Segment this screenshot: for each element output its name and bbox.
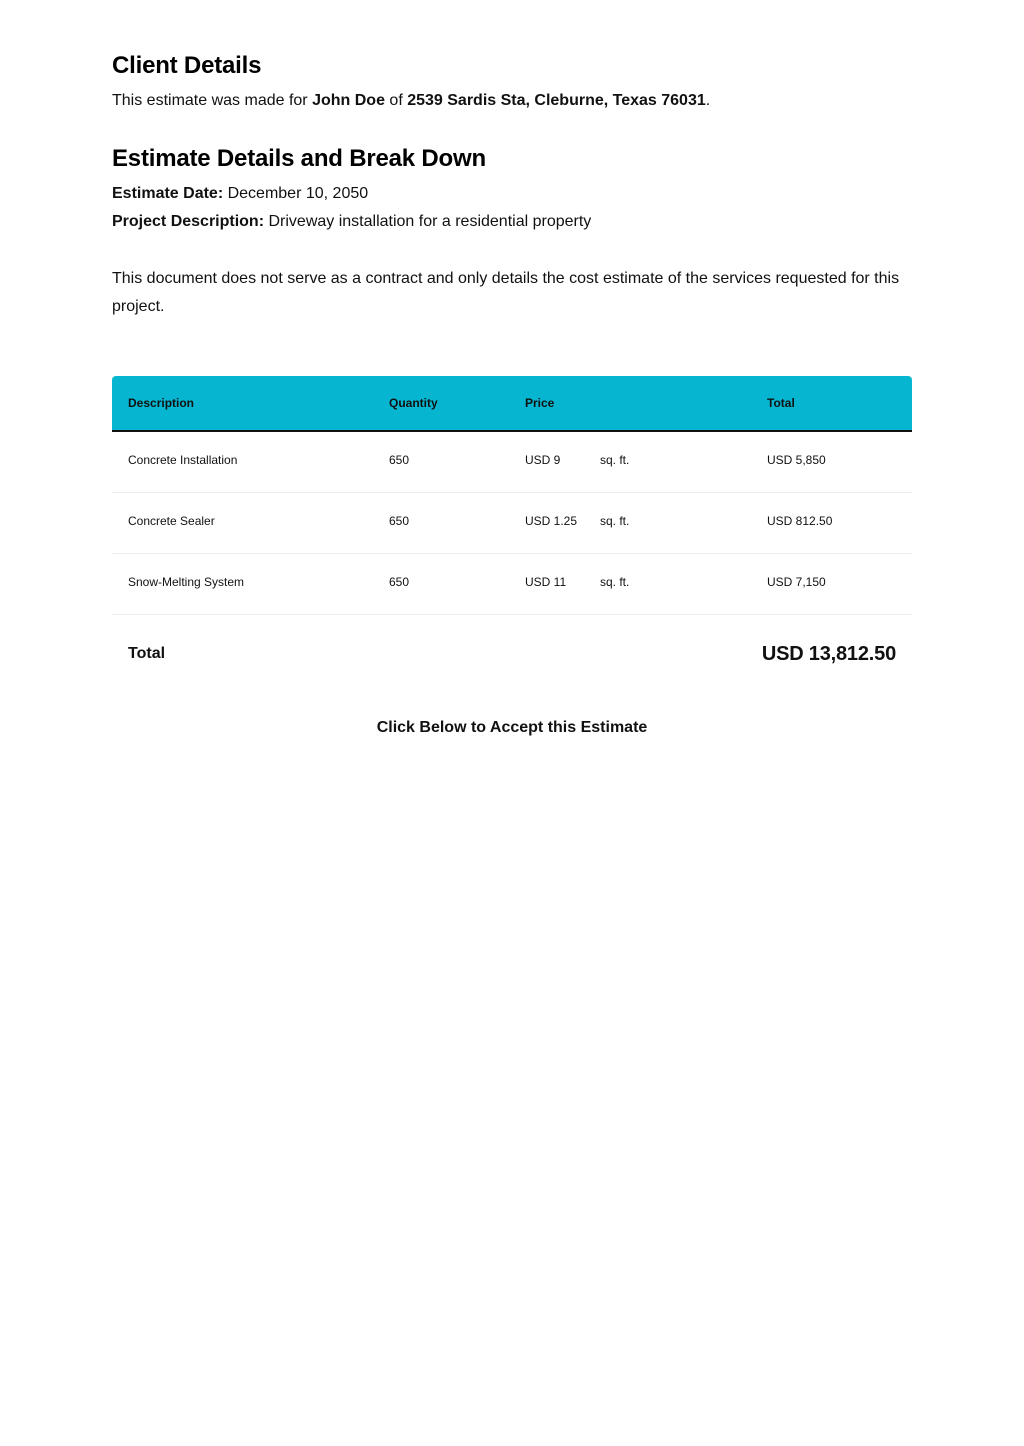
row-quantity: 650 bbox=[389, 514, 410, 528]
grand-total-label: Total bbox=[128, 645, 166, 662]
header-total: Total bbox=[767, 396, 795, 410]
project-description-label: Project Description: bbox=[112, 213, 265, 230]
row-quantity: 650 bbox=[389, 575, 410, 589]
row-unit: sq. ft. bbox=[600, 514, 630, 528]
estimate-details-heading: Estimate Details and Break Down bbox=[112, 145, 486, 172]
table-row bbox=[112, 432, 912, 493]
accept-estimate-link[interactable]: Click Below to Accept this Estimate bbox=[376, 719, 648, 736]
client-of-text: of bbox=[384, 92, 408, 109]
client-intro-prefix: This estimate was made for bbox=[112, 92, 313, 109]
estimate-date-value: December 10, 2050 bbox=[223, 185, 369, 202]
grand-total-row bbox=[112, 615, 912, 693]
row-unit: sq. ft. bbox=[600, 575, 630, 589]
row-description: Snow-Melting System bbox=[128, 575, 245, 589]
grand-total-value: USD 13,812.50 bbox=[761, 643, 896, 665]
estimate-date-label: Estimate Date: bbox=[112, 185, 224, 202]
row-total: USD 7,150 bbox=[767, 575, 826, 589]
client-details-heading: Client Details bbox=[112, 52, 262, 79]
row-description: Concrete Sealer bbox=[128, 514, 215, 528]
table-row bbox=[112, 493, 912, 554]
header-description: Description bbox=[128, 396, 195, 410]
row-price: USD 11 bbox=[525, 575, 567, 589]
header-price: Price bbox=[525, 396, 555, 410]
header-quantity: Quantity bbox=[389, 396, 438, 410]
project-description-value: Driveway installation for a residential property bbox=[264, 213, 592, 230]
client-intro-suffix: . bbox=[705, 92, 711, 109]
client-address: 2539 Sardis Sta, Cleburne, Texas 76031 bbox=[407, 92, 706, 109]
row-description: Concrete Installation bbox=[128, 453, 238, 467]
estimate-table bbox=[112, 376, 912, 693]
project-description-line bbox=[112, 212, 591, 232]
disclaimer-text: This document does not serve as a contract and only details the cost estimate of the services requested for this project. bbox=[112, 270, 900, 315]
row-unit: sq. ft. bbox=[600, 453, 630, 467]
row-total: USD 812.50 bbox=[767, 514, 833, 528]
row-price: USD 1.25 bbox=[525, 514, 578, 528]
estimate-date-line bbox=[112, 184, 368, 204]
table-header-row bbox=[112, 376, 912, 432]
row-price: USD 9 bbox=[525, 453, 561, 467]
row-quantity: 650 bbox=[389, 453, 410, 467]
client-intro-text bbox=[112, 91, 710, 111]
table-row bbox=[112, 554, 912, 615]
client-name: John Doe bbox=[312, 92, 385, 109]
row-total: USD 5,850 bbox=[767, 453, 826, 467]
